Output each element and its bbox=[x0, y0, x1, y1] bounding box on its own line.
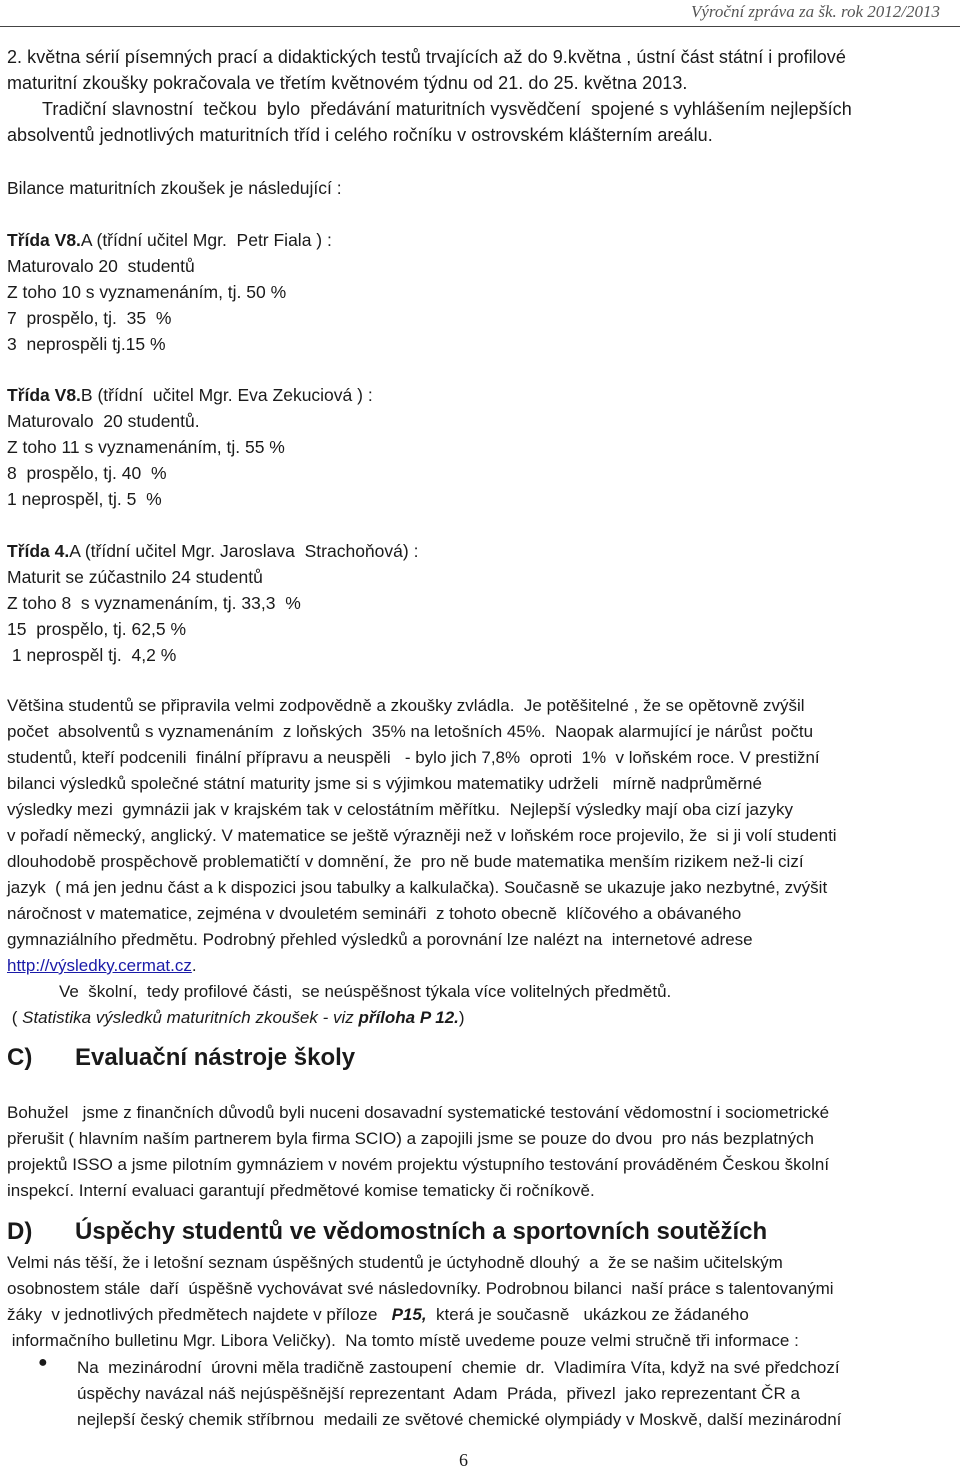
link-suffix: . bbox=[191, 956, 197, 975]
text-line: 2. května sérií písemných prací a didaktických testů trvajících až do 9.května , ústní část státní i profilové bbox=[7, 47, 846, 67]
text-line: dlouhodobě prospěchově problematičtí v domnění, že pro ně bude matematika menším rizikem než-li cizí bbox=[7, 852, 804, 871]
text-line: informačního bulletinu Mgr. Libora Veličky). Na tomto místě uvedeme pouze velmi stručně tři informace : bbox=[7, 1331, 799, 1350]
class-line: Z toho 11 s vyznamenáním, tj. 55 % bbox=[7, 437, 285, 457]
class-name: Třída 4. bbox=[7, 541, 70, 561]
class-line: 3 neprospěli tj.15 % bbox=[7, 334, 166, 354]
section-c-heading bbox=[7, 1044, 355, 1072]
class-line: Maturovalo 20 studentů. bbox=[7, 411, 200, 431]
class-name: Třída V8. bbox=[7, 385, 81, 405]
text-line: jazyk ( má jen jednu část a k dispozici jsou tabulky a kalkulačka). Současně se ukazuje jako nezbytné, zvýšit bbox=[7, 878, 828, 897]
page-number: 6 bbox=[459, 1450, 468, 1470]
section-letter: D) bbox=[7, 1218, 33, 1245]
class-line: Z toho 8 s vyznamenáním, tj. 33,3 % bbox=[7, 593, 301, 613]
header-rule bbox=[0, 26, 960, 27]
class-name: Třída V8. bbox=[7, 230, 81, 250]
text-line: gymnaziálního předmětu. Podrobný přehled výsledků a porovnání lze nalézt na internetové adrese bbox=[7, 930, 753, 949]
class-line: 15 prospělo, tj. 62,5 % bbox=[7, 619, 186, 639]
section-d-paragraph bbox=[7, 1250, 834, 1354]
text-line: úspěchy navázal náš nejúspěšnější reprezentant Adam Práda, přivezl jako reprezentant ČR a bbox=[77, 1384, 800, 1403]
class-line: Maturit se zúčastnilo 24 studentů bbox=[7, 567, 263, 587]
class-4a bbox=[7, 538, 418, 668]
text-line: Velmi nás těší, že i letošní seznam úspěšných studentů je úctyhodně dlouhý a že se našim učitelským bbox=[7, 1253, 783, 1272]
class-teacher: B (třídní učitel Mgr. Eva Zekuciová ) : bbox=[80, 385, 373, 405]
class-line: 8 prospělo, tj. 40 % bbox=[7, 463, 167, 483]
text-line: náročnost v matematice, zejména v dvouletém semináři z tohoto obecně klíčového a obávaného bbox=[7, 904, 742, 923]
text-line: výsledky mezi gymnázii jak v krajském tak v celostátním měřítku. Nejlepší výsledky mají oba cizí jazyky bbox=[7, 800, 794, 819]
appendix-reference: P15, bbox=[391, 1305, 427, 1324]
class-line: Maturovalo 20 studentů bbox=[7, 256, 195, 276]
class-line: Z toho 10 s vyznamenáním, tj. 50 % bbox=[7, 282, 287, 302]
stat-note-open: ( bbox=[7, 1008, 23, 1027]
evaluation-paragraph bbox=[7, 693, 837, 1031]
intro-paragraph bbox=[7, 44, 852, 148]
text-segment: žáky v jednotlivých předmětech najdete v příloze bbox=[7, 1305, 392, 1324]
text-line: Tradiční slavnostní tečkou bylo předávání maturitních vysvědčení spojené s vyhlášením nejlepších bbox=[7, 99, 852, 119]
text-line: nejlepší český chemik stříbrnou medaili ze světové chemické olympiády v Moskvě, další mezinárodní bbox=[77, 1410, 842, 1429]
text-line: počet absolventů s vyznamenáním z loňských 35% na letošních 45%. Naopak alarmující je nárůst počtu bbox=[7, 722, 814, 741]
section-title: Úspěchy studentů ve vědomostních a sportovních soutěžích bbox=[75, 1218, 768, 1245]
class-v8a bbox=[7, 227, 332, 357]
text-line: osobnostem stále daří úspěšně vychovávat své následovníky. Podrobnou bilanci naší práce s talentovanými bbox=[7, 1279, 834, 1298]
text-line: v pořadí německý, anglický. V matematice se ještě výrazněji než v loňském roce projevilo, že si ji volí studenti bbox=[7, 826, 837, 845]
text-line: Bohužel jsme z finančních důvodů byli nuceni dosavadní systematické testování vědomostní i sociometrické bbox=[7, 1103, 830, 1122]
text-line: přerušit ( hlavním naším partnerem byla firma SCIO) a zapojili jsme se pouze do dvou pro nás bezplatných bbox=[7, 1129, 814, 1148]
summary-intro: Bilance maturitních zkoušek je následující : bbox=[7, 178, 342, 198]
stat-note-appendix: příloha P 12. bbox=[358, 1008, 459, 1027]
bullet-item bbox=[77, 1355, 841, 1433]
text-line: Většina studentů se připravila velmi zodpovědně a zkoušky zvládla. Je potěšitelné , že se opětovně zvýšil bbox=[7, 696, 805, 715]
bullet-dot-icon: ● bbox=[38, 1354, 48, 1371]
text-line: bilanci výsledků společné státní maturity jsme si s výjimkou matematiky udrželi mírně nadprůměrné bbox=[7, 774, 762, 793]
class-teacher: A (třídní učitel Mgr. Jaroslava Strachoňová) : bbox=[69, 541, 419, 561]
stat-note-italic: Statistika výsledků maturitních zkoušek - viz bbox=[22, 1008, 359, 1027]
class-line: 1 neprospěl tj. 4,2 % bbox=[7, 645, 177, 665]
class-teacher: A (třídní učitel Mgr. Petr Fiala ) : bbox=[80, 230, 332, 250]
text-line: maturitní zkoušky pokračovala ve třetím květnovém týdnu od 21. do 25. května 2013. bbox=[7, 73, 688, 93]
section-letter: C) bbox=[7, 1044, 33, 1071]
school-part-line: Ve školní, tedy profilové části, se neúspěšnost týkala více volitelných předmětů. bbox=[7, 982, 672, 1001]
text-segment: která je současně ukázkou ze žádaného bbox=[426, 1305, 749, 1324]
text-line: studentů, kteří podcenili finální přípravu a neuspěli - bylo jich 7,8% oproti 1% v loňském roce. V prestižní bbox=[7, 748, 820, 767]
stat-note-close: ) bbox=[458, 1008, 465, 1027]
class-line: 7 prospělo, tj. 35 % bbox=[7, 308, 172, 328]
document-header: Výroční zpráva za šk. rok 2012/2013 bbox=[691, 2, 940, 21]
section-title: Evaluační nástroje školy bbox=[75, 1044, 356, 1071]
text-line: projektů ISSO a jsme pilotním gymnáziem v novém projektu výstupního testování prováděném Českou školní bbox=[7, 1155, 830, 1174]
section-d-heading bbox=[7, 1218, 767, 1246]
text-line: Na mezinárodní úrovni měla tradičně zastoupení chemie dr. Vladimíra Víta, když na své předchozí bbox=[77, 1358, 840, 1377]
class-line: 1 neprospěl, tj. 5 % bbox=[7, 489, 162, 509]
text-line: absolventů jednotlivých maturitních tříd i celého ročníku v ostrovském klášterním areálu. bbox=[7, 125, 713, 145]
class-v8b bbox=[7, 382, 373, 512]
cermat-link[interactable]: http://výsledky.cermat.cz bbox=[7, 956, 192, 975]
text-line: inspekcí. Interní evaluaci garantují předmětové komise tematicky či ročníkově. bbox=[7, 1181, 595, 1200]
section-c-paragraph bbox=[7, 1100, 829, 1204]
